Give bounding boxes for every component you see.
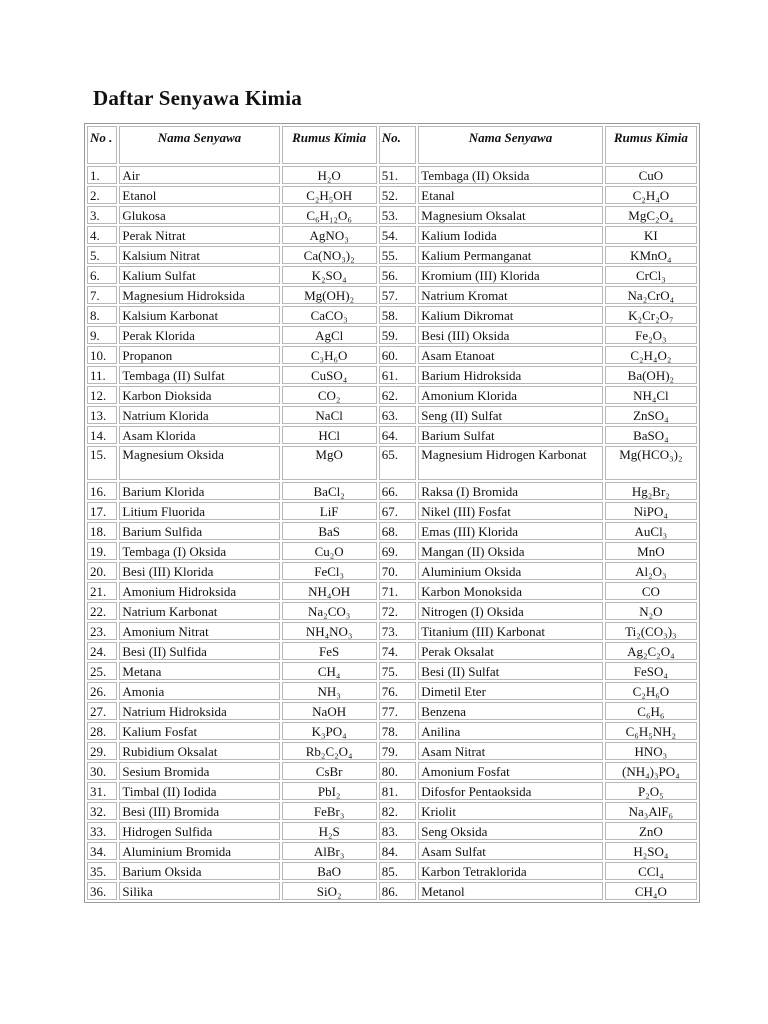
row-number-right: 77. <box>379 702 417 720</box>
compound-name-left: Asam Klorida <box>119 426 279 444</box>
chemical-formula-left: NH₃ <box>282 682 377 700</box>
chemical-formula-right: C₂H₄O <box>605 186 697 204</box>
compound-name-right: Magnesium Oksalat <box>418 206 602 224</box>
row-number-right: 57. <box>379 286 417 304</box>
compound-name-right: Dimetil Eter <box>418 682 602 700</box>
compound-name-right: Asam Etanoat <box>418 346 602 364</box>
chemical-formula-right: Ba(OH)₂ <box>605 366 697 384</box>
compound-name-right: Kalium Iodida <box>418 226 602 244</box>
row-number-left: 6. <box>87 266 117 284</box>
row-number-left: 14. <box>87 426 117 444</box>
chemical-formula-right: ZnSO₄ <box>605 406 697 424</box>
row-number-right: 53. <box>379 206 417 224</box>
row-number-right: 64. <box>379 426 417 444</box>
table-row <box>87 366 697 384</box>
table-row <box>87 346 697 364</box>
compound-name-right: Besi (III) Oksida <box>418 326 602 344</box>
compound-name-left: Tembaga (II) Sulfat <box>119 366 279 384</box>
chemical-formula-right: KI <box>605 226 697 244</box>
compound-name-right: Mangan (II) Oksida <box>418 542 602 560</box>
chemical-formula-right: FeSO₄ <box>605 662 697 680</box>
row-number-right: 72. <box>379 602 417 620</box>
compound-name-right: Barium Hidroksida <box>418 366 602 384</box>
compound-name-right: Aluminium Oksida <box>418 562 602 580</box>
chemical-formula-right: Ag₂C₂O₄ <box>605 642 697 660</box>
row-number-left: 4. <box>87 226 117 244</box>
row-number-left: 2. <box>87 186 117 204</box>
chemical-formula-left: C₆H₁₂O₆ <box>282 206 377 224</box>
compound-name-right: Titanium (III) Karbonat <box>418 622 602 640</box>
chemical-formula-left: Mg(OH)₂ <box>282 286 377 304</box>
row-number-left: 22. <box>87 602 117 620</box>
row-number-left: 26. <box>87 682 117 700</box>
compound-name-left: Besi (III) Klorida <box>119 562 279 580</box>
table-row <box>87 246 697 264</box>
row-number-left: 28. <box>87 722 117 740</box>
row-number-left: 33. <box>87 822 117 840</box>
table-row <box>87 842 697 860</box>
row-number-left: 20. <box>87 562 117 580</box>
row-number-right: 81. <box>379 782 417 800</box>
table-row <box>87 622 697 640</box>
row-number-left: 13. <box>87 406 117 424</box>
chemical-formula-left: Cu₂O <box>282 542 377 560</box>
chemical-formula-right: KMnO₄ <box>605 246 697 264</box>
compound-name-right: Kriolit <box>418 802 602 820</box>
table-row <box>87 206 697 224</box>
chemical-formula-left: HCl <box>282 426 377 444</box>
table-row <box>87 226 697 244</box>
table-row <box>87 742 697 760</box>
row-number-right: 85. <box>379 862 417 880</box>
row-number-left: 29. <box>87 742 117 760</box>
compound-name-left: Aluminium Bromida <box>119 842 279 860</box>
row-number-right: 78. <box>379 722 417 740</box>
compound-name-left: Amonium Hidroksida <box>119 582 279 600</box>
compound-name-right: Asam Sulfat <box>418 842 602 860</box>
chemical-formula-left: NaOH <box>282 702 377 720</box>
table-row <box>87 642 697 660</box>
compound-name-left: Kalsium Nitrat <box>119 246 279 264</box>
row-number-right: 54. <box>379 226 417 244</box>
row-number-right: 66. <box>379 482 417 500</box>
compound-name-right: Barium Sulfat <box>418 426 602 444</box>
chemical-formula-left: MgO <box>282 446 377 480</box>
row-number-right: 61. <box>379 366 417 384</box>
compound-name-right: Kromium (III) Klorida <box>418 266 602 284</box>
compound-name-left: Metana <box>119 662 279 680</box>
row-number-right: 69. <box>379 542 417 560</box>
compound-name-left: Barium Sulfida <box>119 522 279 540</box>
chemical-formula-right: Hg₂Br₂ <box>605 482 697 500</box>
row-number-right: 56. <box>379 266 417 284</box>
compound-name-right: Raksa (I) Bromida <box>418 482 602 500</box>
compound-name-left: Barium Klorida <box>119 482 279 500</box>
chemical-formula-left: Ca(NO₃)₂ <box>282 246 377 264</box>
chemical-formula-right: (NH₄)₃PO₄ <box>605 762 697 780</box>
chemical-formula-right: C₆H₆ <box>605 702 697 720</box>
row-number-left: 15. <box>87 446 117 480</box>
table-row <box>87 802 697 820</box>
table-row <box>87 166 697 184</box>
chemical-formula-left: CO₂ <box>282 386 377 404</box>
chemical-formula-left: C₃H₆O <box>282 346 377 364</box>
table-row <box>87 286 697 304</box>
table-row <box>87 662 697 680</box>
compound-name-right: Perak Oksalat <box>418 642 602 660</box>
row-number-right: 68. <box>379 522 417 540</box>
chemical-formula-left: H₂S <box>282 822 377 840</box>
row-number-right: 52. <box>379 186 417 204</box>
compound-name-left: Amonia <box>119 682 279 700</box>
table-row <box>87 862 697 880</box>
chemical-formula-left: BaS <box>282 522 377 540</box>
chemical-formula-left: BaO <box>282 862 377 880</box>
table-row <box>87 702 697 720</box>
compound-name-right: Magnesium Hidrogen Karbonat <box>418 446 602 480</box>
chemical-formula-left: FeS <box>282 642 377 660</box>
compound-name-left: Natrium Karbonat <box>119 602 279 620</box>
row-number-right: 76. <box>379 682 417 700</box>
row-number-left: 35. <box>87 862 117 880</box>
row-number-left: 12. <box>87 386 117 404</box>
compound-name-right: Etanal <box>418 186 602 204</box>
table-row <box>87 502 697 520</box>
chemical-formula-left: NH₄OH <box>282 582 377 600</box>
table-row <box>87 186 697 204</box>
chemical-formula-left: K₂SO₄ <box>282 266 377 284</box>
row-number-left: 36. <box>87 882 117 900</box>
chemical-formula-right: NiPO₄ <box>605 502 697 520</box>
compound-name-right: Karbon Tetraklorida <box>418 862 602 880</box>
compound-name-right: Amonium Fosfat <box>418 762 602 780</box>
row-number-left: 10. <box>87 346 117 364</box>
table-row <box>87 722 697 740</box>
chemical-formula-left: CsBr <box>282 762 377 780</box>
chemical-formula-right: C₆H₅NH₂ <box>605 722 697 740</box>
row-number-right: 60. <box>379 346 417 364</box>
row-number-left: 32. <box>87 802 117 820</box>
chemical-formula-right: CCl₄ <box>605 862 697 880</box>
chemical-formula-right: Fe₂O₃ <box>605 326 697 344</box>
chemical-formula-right: CH₄O <box>605 882 697 900</box>
compound-name-left: Karbon Dioksida <box>119 386 279 404</box>
chemical-formula-left: BaCl₂ <box>282 482 377 500</box>
table-row <box>87 582 697 600</box>
chemical-formula-right: Ti₂(CO₃)₃ <box>605 622 697 640</box>
compound-name-left: Sesium Bromida <box>119 762 279 780</box>
compound-name-right: Difosfor Pentaoksida <box>418 782 602 800</box>
row-number-right: 70. <box>379 562 417 580</box>
chemical-formula-right: C₂H₄O₂ <box>605 346 697 364</box>
compound-name-left: Amonium Nitrat <box>119 622 279 640</box>
table-row <box>87 306 697 324</box>
row-number-left: 7. <box>87 286 117 304</box>
chemical-formula-left: PbI₂ <box>282 782 377 800</box>
table-body <box>87 166 697 900</box>
row-number-left: 25. <box>87 662 117 680</box>
row-number-left: 1. <box>87 166 117 184</box>
compound-name-left: Timbal (II) Iodida <box>119 782 279 800</box>
table-header-row <box>87 126 697 164</box>
compound-name-right: Anilina <box>418 722 602 740</box>
compound-name-left: Perak Nitrat <box>119 226 279 244</box>
table-row <box>87 266 697 284</box>
header-no-right: No. <box>379 126 417 164</box>
compound-name-right: Seng Oksida <box>418 822 602 840</box>
compound-name-left: Tembaga (I) Oksida <box>119 542 279 560</box>
table-row <box>87 542 697 560</box>
compound-name-right: Amonium Klorida <box>418 386 602 404</box>
compound-name-right: Nikel (III) Fosfat <box>418 502 602 520</box>
chemical-formula-left: FeCl₃ <box>282 562 377 580</box>
row-number-right: 55. <box>379 246 417 264</box>
compound-name-right: Nitrogen (I) Oksida <box>418 602 602 620</box>
row-number-left: 9. <box>87 326 117 344</box>
chemical-formula-left: CaCO₃ <box>282 306 377 324</box>
row-number-left: 11. <box>87 366 117 384</box>
chemical-formula-right: N₂O <box>605 602 697 620</box>
header-formula-right: Rumus Kimia <box>605 126 697 164</box>
row-number-right: 84. <box>379 842 417 860</box>
compound-name-right: Seng (II) Sulfat <box>418 406 602 424</box>
chemical-formula-left: AgCl <box>282 326 377 344</box>
table-row <box>87 762 697 780</box>
compound-name-left: Rubidium Oksalat <box>119 742 279 760</box>
table-row <box>87 426 697 444</box>
compound-name-left: Natrium Hidroksida <box>119 702 279 720</box>
table-row <box>87 482 697 500</box>
row-number-left: 18. <box>87 522 117 540</box>
chemical-formula-right: P₂O₅ <box>605 782 697 800</box>
chemical-formula-left: CH₄ <box>282 662 377 680</box>
chemical-formula-right: ZnO <box>605 822 697 840</box>
compound-name-left: Air <box>119 166 279 184</box>
row-number-right: 80. <box>379 762 417 780</box>
chemical-formula-right: CuO <box>605 166 697 184</box>
table-row <box>87 446 697 480</box>
compound-name-left: Propanon <box>119 346 279 364</box>
compound-name-left: Silika <box>119 882 279 900</box>
chemical-formula-right: NH₄Cl <box>605 386 697 404</box>
row-number-left: 31. <box>87 782 117 800</box>
row-number-right: 58. <box>379 306 417 324</box>
chemical-formula-left: LiF <box>282 502 377 520</box>
compound-name-right: Kalium Dikromat <box>418 306 602 324</box>
header-formula-left: Rumus Kimia <box>282 126 377 164</box>
header-name-left: Nama Senyawa <box>119 126 279 164</box>
table-row <box>87 882 697 900</box>
compound-name-right: Besi (II) Sulfat <box>418 662 602 680</box>
chemical-formula-right: CO <box>605 582 697 600</box>
compound-name-left: Hidrogen Sulfida <box>119 822 279 840</box>
chemical-formula-left: AgNO₃ <box>282 226 377 244</box>
page-title: Daftar Senyawa Kimia <box>93 86 302 110</box>
compound-name-left: Etanol <box>119 186 279 204</box>
compound-name-right: Natrium Kromat <box>418 286 602 304</box>
compound-name-left: Barium Oksida <box>119 862 279 880</box>
table-row <box>87 822 697 840</box>
compound-name-right: Asam Nitrat <box>418 742 602 760</box>
compound-name-left: Natrium Klorida <box>119 406 279 424</box>
chemical-formula-right: C₂H₆O <box>605 682 697 700</box>
chemical-formula-left: SiO₂ <box>282 882 377 900</box>
row-number-left: 30. <box>87 762 117 780</box>
compound-name-left: Magnesium Oksida <box>119 446 279 480</box>
row-number-left: 8. <box>87 306 117 324</box>
row-number-right: 51. <box>379 166 417 184</box>
chemical-formula-right: Na₂CrO₄ <box>605 286 697 304</box>
compound-name-left: Perak Klorida <box>119 326 279 344</box>
table-row <box>87 406 697 424</box>
row-number-right: 74. <box>379 642 417 660</box>
chemical-formula-right: CrCl₃ <box>605 266 697 284</box>
chemical-formula-left: C₂H₅OH <box>282 186 377 204</box>
compound-table <box>84 123 700 903</box>
compound-name-left: Kalium Sulfat <box>119 266 279 284</box>
row-number-right: 82. <box>379 802 417 820</box>
compound-name-right: Benzena <box>418 702 602 720</box>
table-row <box>87 386 697 404</box>
table-row <box>87 682 697 700</box>
compound-name-left: Kalium Fosfat <box>119 722 279 740</box>
compound-name-left: Magnesium Hidroksida <box>119 286 279 304</box>
row-number-right: 86. <box>379 882 417 900</box>
row-number-right: 63. <box>379 406 417 424</box>
row-number-right: 71. <box>379 582 417 600</box>
compound-name-right: Tembaga (II) Oksida <box>418 166 602 184</box>
row-number-left: 17. <box>87 502 117 520</box>
compound-name-left: Besi (II) Sulfida <box>119 642 279 660</box>
chemical-formula-left: H₂O <box>282 166 377 184</box>
header-no-left: No . <box>87 126 117 164</box>
row-number-right: 79. <box>379 742 417 760</box>
chemical-formula-right: Al₂O₃ <box>605 562 697 580</box>
compound-name-left: Besi (III) Bromida <box>119 802 279 820</box>
chemical-formula-left: CuSO₄ <box>282 366 377 384</box>
row-number-right: 65. <box>379 446 417 480</box>
table-row <box>87 562 697 580</box>
chemical-formula-right: HNO₃ <box>605 742 697 760</box>
compound-name-right: Metanol <box>418 882 602 900</box>
row-number-left: 34. <box>87 842 117 860</box>
chemical-formula-left: NH₄NO₃ <box>282 622 377 640</box>
row-number-left: 24. <box>87 642 117 660</box>
header-name-right: Nama Senyawa <box>418 126 602 164</box>
row-number-right: 67. <box>379 502 417 520</box>
row-number-right: 75. <box>379 662 417 680</box>
chemical-formula-left: Na₂CO₃ <box>282 602 377 620</box>
chemical-formula-left: Rb₂C₂O₄ <box>282 742 377 760</box>
compound-name-left: Glukosa <box>119 206 279 224</box>
row-number-left: 16. <box>87 482 117 500</box>
row-number-left: 27. <box>87 702 117 720</box>
row-number-left: 3. <box>87 206 117 224</box>
table-row <box>87 326 697 344</box>
chemical-formula-right: Mg(HCO₃)₂ <box>605 446 697 480</box>
compound-name-right: Kalium Permanganat <box>418 246 602 264</box>
compound-name-left: Litium Fluorida <box>119 502 279 520</box>
row-number-right: 73. <box>379 622 417 640</box>
chemical-formula-right: Na₃AlF₆ <box>605 802 697 820</box>
compound-name-right: Karbon Monoksida <box>418 582 602 600</box>
row-number-right: 83. <box>379 822 417 840</box>
row-number-right: 59. <box>379 326 417 344</box>
table-row <box>87 522 697 540</box>
row-number-left: 21. <box>87 582 117 600</box>
chemical-formula-left: AlBr₃ <box>282 842 377 860</box>
chemical-formula-left: NaCl <box>282 406 377 424</box>
table-row <box>87 602 697 620</box>
table-row <box>87 782 697 800</box>
compound-name-right: Emas (III) Klorida <box>418 522 602 540</box>
chemical-formula-right: AuCl₃ <box>605 522 697 540</box>
row-number-left: 5. <box>87 246 117 264</box>
chemical-formula-right: K₂Cr₂O₇ <box>605 306 697 324</box>
chemical-formula-left: FeBr₃ <box>282 802 377 820</box>
row-number-left: 19. <box>87 542 117 560</box>
row-number-left: 23. <box>87 622 117 640</box>
row-number-right: 62. <box>379 386 417 404</box>
chemical-formula-left: K₃PO₄ <box>282 722 377 740</box>
chemical-formula-right: BaSO₄ <box>605 426 697 444</box>
compound-name-left: Kalsium Karbonat <box>119 306 279 324</box>
chemical-formula-right: H₂SO₄ <box>605 842 697 860</box>
chemical-formula-right: MnO <box>605 542 697 560</box>
chemical-formula-right: MgC₂O₄ <box>605 206 697 224</box>
